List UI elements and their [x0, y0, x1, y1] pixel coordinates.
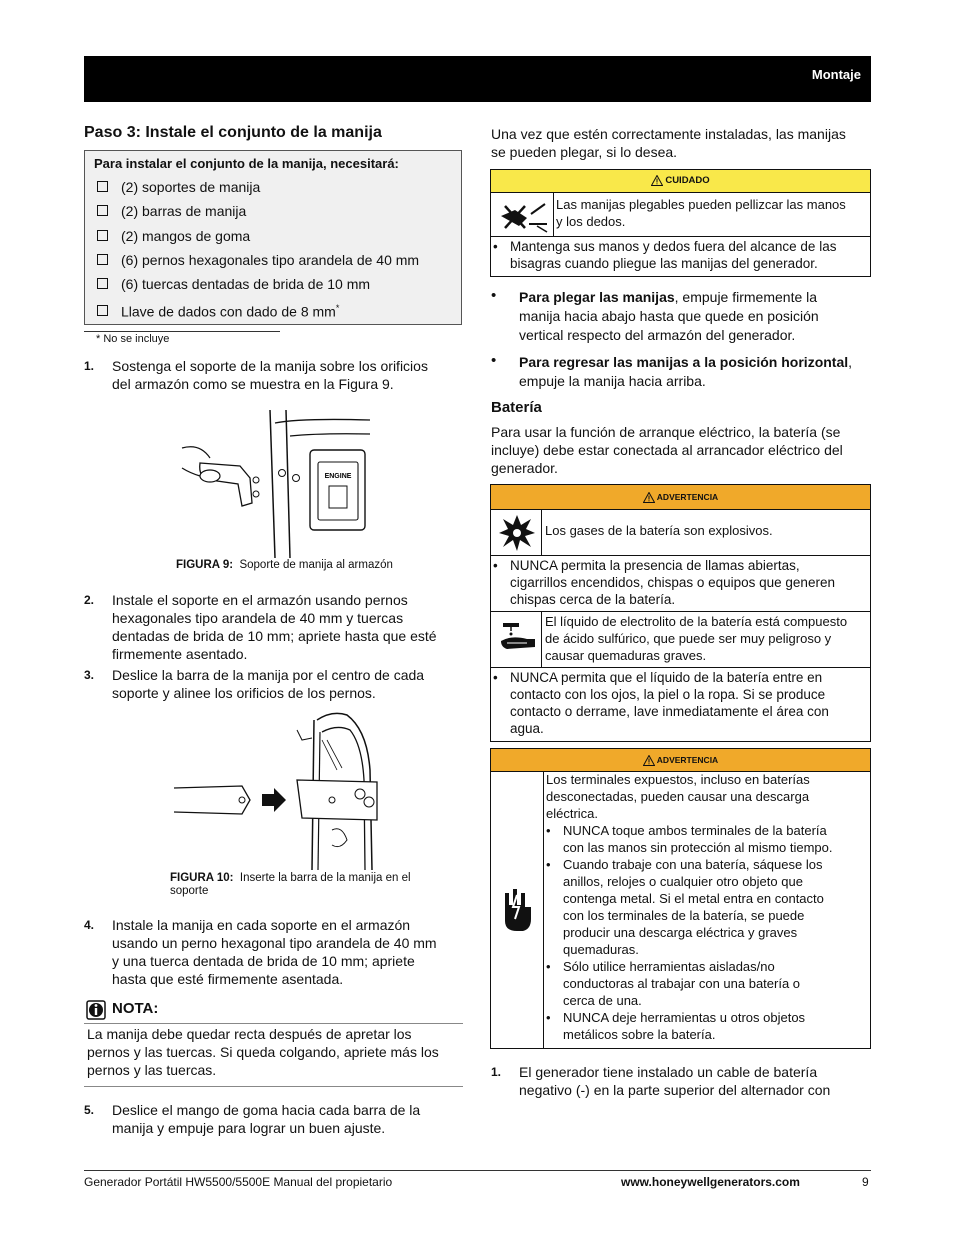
footnote-divider [84, 331, 280, 332]
caution-box: CUIDADO Las manijas plegables pueden pellizcar las manos y los dedos. • Mantenga sus manos y dedos fuera del alcance de las bisagras cuando pliegue las manijas del generador. [490, 169, 871, 277]
battery-intro: Para usar la función de arranque eléctrico, la batería (se incluye) debe estar conectada al arrancador eléctrico del generador. [491, 424, 843, 476]
figure-10-illustration [172, 710, 382, 870]
needs-item: (6) pernos hexagonales tipo arandela de 40 mm [97, 252, 419, 268]
page-number: 9 [862, 1175, 869, 1189]
note-title: NOTA: [112, 1000, 159, 1017]
footer-manual: Generador Portátil HW5500/5500E Manual del propietario [84, 1175, 393, 1189]
note-rule-bottom [84, 1086, 463, 1087]
footer-rule [84, 1170, 871, 1171]
caution-bar: CUIDADO [491, 170, 870, 193]
warning-bar-2: ADVERTENCIA [491, 749, 870, 772]
footnote: * No se incluye [96, 333, 170, 345]
needs-item: (2) mangos de goma [97, 228, 250, 244]
checkbox-icon [97, 278, 108, 289]
needs-item: Llave de dados con dado de 8 mm* [97, 303, 339, 320]
needs-item: (6) tuercas dentadas de brida de 10 mm [97, 276, 370, 292]
checkbox-icon [97, 305, 108, 316]
checkbox-icon [97, 181, 108, 192]
step3-title: Paso 3: Instale el conjunto de la manija [84, 124, 382, 141]
checkbox-icon [97, 230, 108, 241]
figure-10-caption: FIGURA 10: Inserte la barra de la manija en el soporte [170, 872, 411, 897]
header-bar [84, 56, 871, 102]
note-text: La manija debe quedar recta después de apretar los pernos y las tuercas. Si queda colgando, apriete más los pernos y las tuercas. [87, 1026, 439, 1078]
needs-title: Para instalar el conjunto de la manija, necesitará: [94, 156, 399, 171]
figure-9-caption: FIGURA 9: Soporte de manija al armazón [176, 559, 393, 571]
checkbox-icon [97, 254, 108, 265]
needs-box [84, 150, 462, 325]
caution-text: Las manijas plegables pueden pellizcar las manos y los dedos. [556, 197, 846, 229]
warning-triangle-icon [643, 492, 655, 503]
note-rule-top [84, 1023, 463, 1024]
handles-intro: Una vez que estén correctamente instaladas, las manijas se pueden plegar, si lo desea. [491, 126, 846, 160]
battery-title: Batería [491, 399, 542, 416]
arrow-right-icon [262, 788, 286, 812]
warning-bar-1: ADVERTENCIA [491, 485, 870, 510]
pinch-hazard-icon [495, 196, 549, 234]
acid-text: El líquido de electrolito de la batería está compuesto de ácido sulfúrico, que puede ser muy peligroso y causar quemaduras graves. [545, 614, 848, 663]
acid-burn-icon [497, 615, 537, 655]
needs-item: (2) soportes de manija [97, 179, 260, 195]
terminals-intro: Los terminales expuestos, incluso en baterías desconectadas, pueden causar una descarga eléctrica. [546, 772, 810, 821]
warning-triangle-icon [643, 755, 655, 766]
gas-text: Los gases de la batería son explosivos. [545, 523, 773, 538]
info-icon [86, 1000, 106, 1020]
needs-item: (2) barras de manija [97, 203, 246, 219]
warning-triangle-icon [651, 175, 663, 186]
explosion-icon [499, 513, 535, 551]
warning-box-2: ADVERTENCIA Los terminales expuestos, incluso en baterías desconectadas, pueden causar una descarga eléctrica. • NUNCA toque ambos terminales de la batería con las manos sin protección al mismo tiempo. • Cuando trabaje con una batería, sáquese los anillos, relojes o cualquier otro objeto que contenga metal. Si el metal entra en contacto con los terminales de la batería, se puede producir una descarga eléctrica y graves quemaduras. • Sólo utilice herramientas aisladas/no conductoras al trabajar con una batería o cerca de una. • NUNCA deje herramientas u otros objetos metálicos sobre la batería. [490, 748, 871, 1049]
warning-box-1: ADVERTENCIA Los gases de la batería son explosivos. • NUNCA permita la presencia de llamas abiertas, cigarrillos encendidos, chispas o equipos que generen chispas cerca de la batería. El líquido de electrolito de la batería está compuesto de ácido sulfúrico, que puede ser muy peligroso y causar quemaduras graves. • NUNCA permita que el líquido de la batería entre en contacto con los ojos, la piel o la ropa. Si se produce contacto o derrame, lave inmediatamente el área con agua. [490, 484, 871, 742]
footer-url[interactable]: www.honeywellgenerators.com [621, 1175, 800, 1189]
figure-9-illustration [180, 408, 380, 558]
electric-shock-icon [501, 885, 533, 933]
section-title: Montaje [811, 67, 861, 82]
checkbox-icon [97, 205, 108, 216]
engine-label: ENGINE [324, 473, 352, 480]
